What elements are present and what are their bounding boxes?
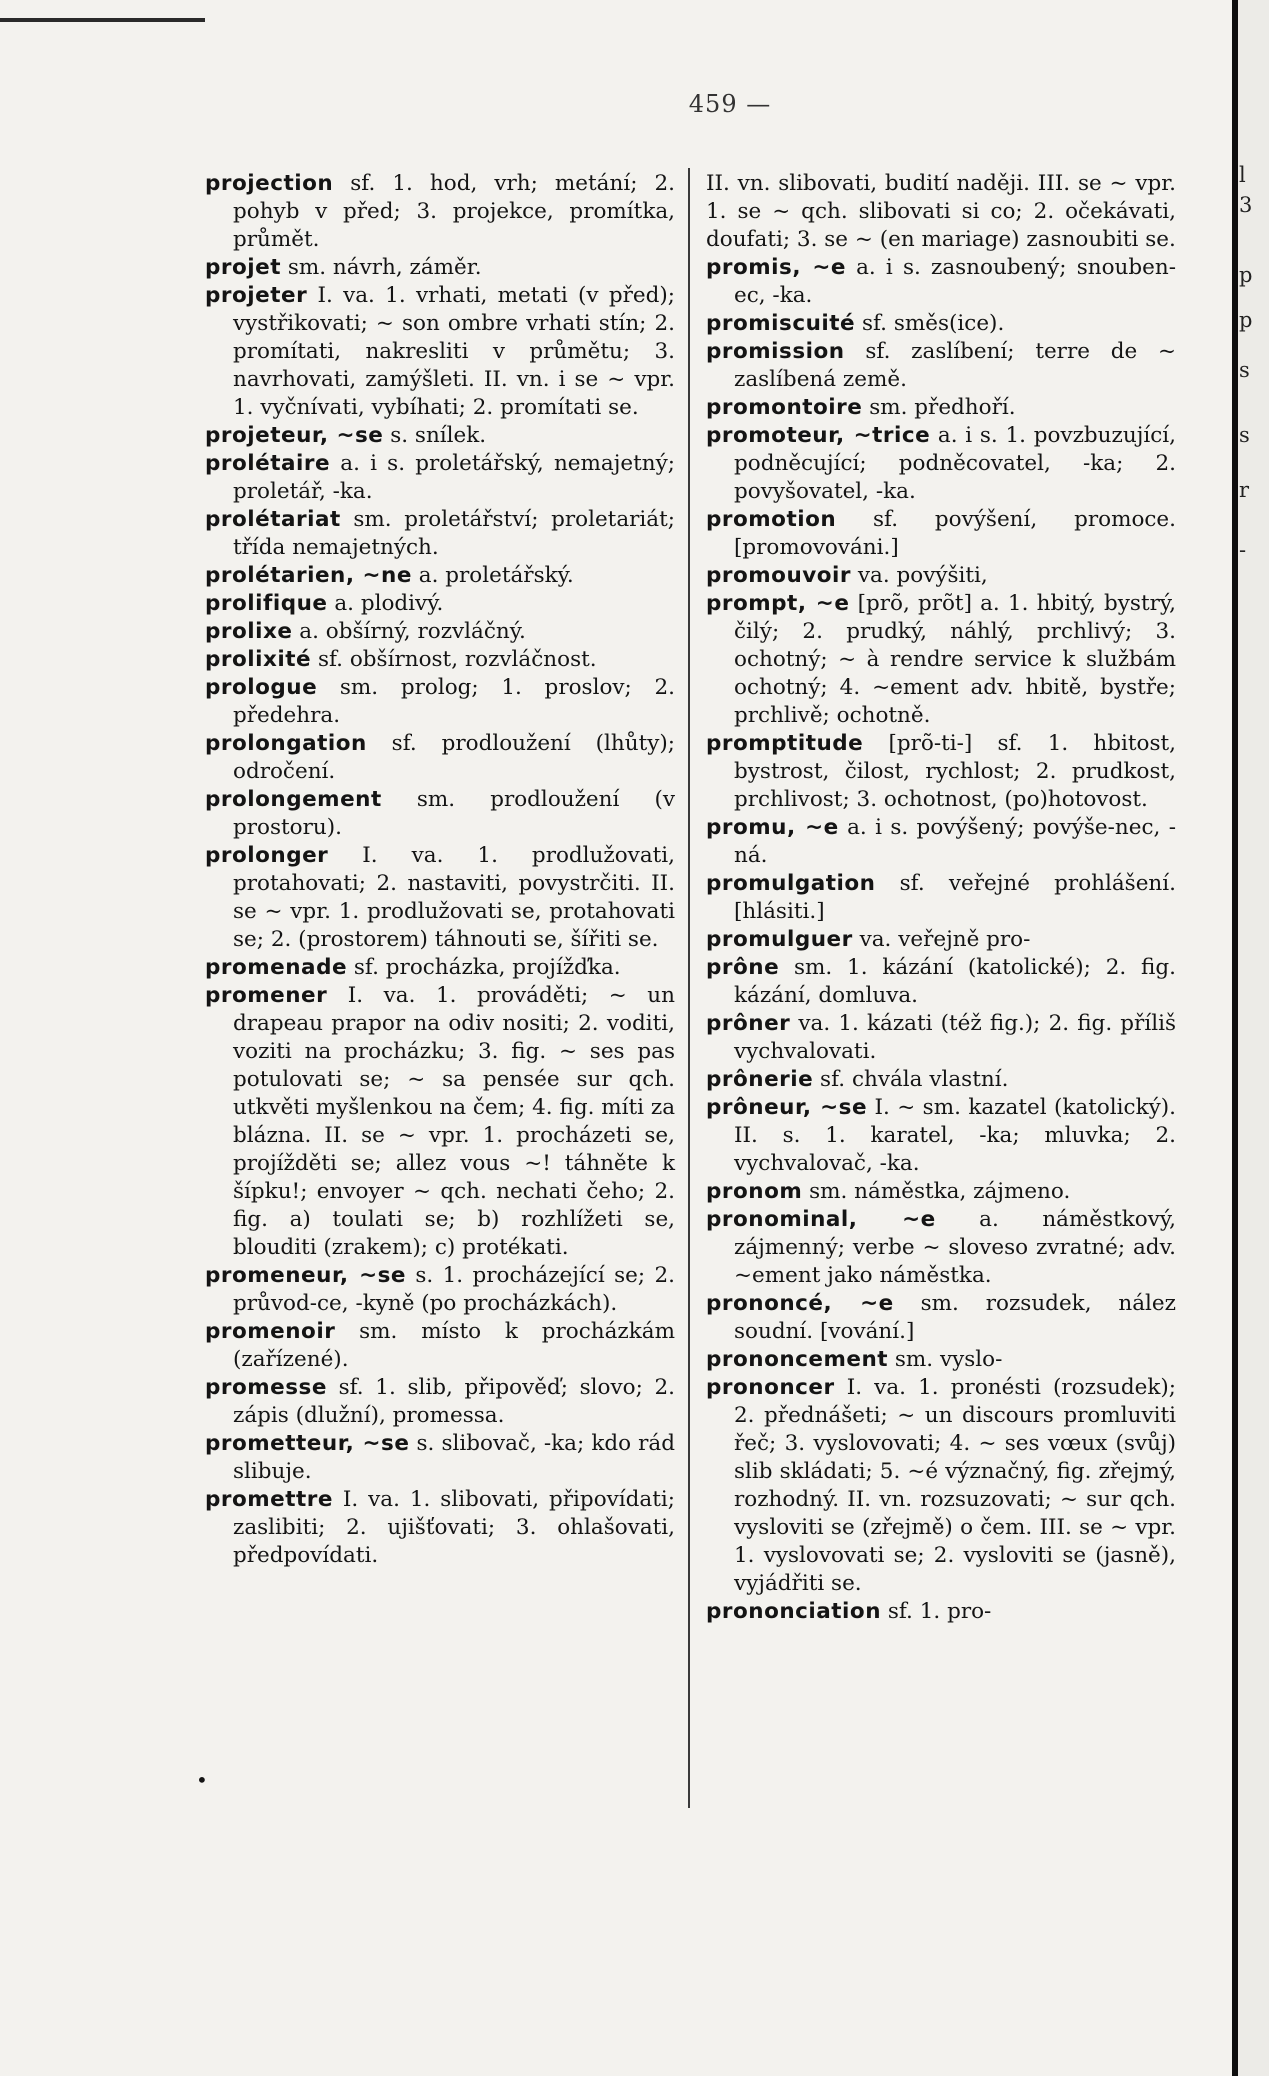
page-number: 459 — [688, 90, 772, 118]
next-page-edge [1238, 0, 1269, 2076]
entry-definition: s. 1. procházející se; 2. průvod-ce, -kyně (po procházkách). [233, 1263, 675, 1316]
dictionary-entry [706, 1206, 1176, 1290]
dictionary-entry [205, 674, 675, 730]
entry-headword: prolétariat [205, 507, 341, 532]
top-rule [0, 18, 205, 22]
dictionary-entry [205, 1374, 675, 1430]
dictionary-entry [706, 590, 1176, 730]
entry-definition: a. i s. zasnoubený; snouben-ec, -ka. [734, 255, 1176, 308]
dictionary-entry [205, 590, 675, 618]
entry-headword: promenoir [205, 1319, 336, 1344]
next-page-glyph: 3 [1239, 193, 1253, 217]
entry-definition: sm. návrh, záměr. [281, 255, 482, 280]
entry-definition: II. vn. slibovati, budití naději. III. se ~ vpr. 1. se ~ qch. slibovati si co; 2. očekávati, doufati; 3. se ~ (en mariage) zasnoubiti se. [706, 171, 1176, 252]
entry-headword: promontoire [706, 395, 863, 420]
next-page-glyph: - [1239, 538, 1247, 562]
dictionary-entry [706, 1598, 1176, 1626]
entry-definition: sm. prodloužení (v prostoru). [233, 787, 675, 840]
entry-definition: sm. proletářství; proletariát; třída nemajetných. [233, 507, 675, 560]
entry-definition: s. snílek. [383, 423, 487, 448]
dictionary-entry [205, 422, 675, 450]
dictionary-entry [205, 954, 675, 982]
entry-definition: sm. předhoří. [862, 395, 1016, 420]
entry-headword: promulguer [706, 927, 853, 952]
entry-definition: I. va. 1. pronésti (rozsudek); 2. přednášeti; ~ un discours promluviti řeč; 3. vyslovovati; 4. ~ ses vœux (svůj) slib skládati; 5. ~é význačný, fig. zřejmý, rozhodný. II. vn. rozsuzovati; ~ sur qch. vysloviti se (zřejmě) o čem. III. se ~ vpr. 1. vyslovovati se; 2. vysloviti se (jasně), vyjádřiti se. [734, 1375, 1176, 1596]
dictionary-entry [706, 1290, 1176, 1346]
dictionary-entry [706, 814, 1176, 870]
entry-definition: sf. veřejné prohlášení. [hlásiti.] [734, 871, 1176, 924]
entry-headword: promenade [205, 955, 348, 980]
entry-headword: prolixité [205, 647, 312, 672]
entry-definition: a. i s. povýšený; povýše-nec, -ná. [734, 815, 1176, 868]
entry-definition: I. va. 1. vrhati, metati (v před); vystřikovati; ~ son ombre vrhati stín; 2. promítati, nakresliti v průmětu; 3. navrhovati, zamýšleti. II. vn. i se ~ vpr. 1. vyčnívati, vybíhati; 2. promítati se. [233, 283, 675, 420]
entry-definition: [prõ-ti-] sf. 1. hbitost, bystrost, čilost, rychlost; 2. prudkost, prchlivost; 3. ochotnost, (po)hotovost. [734, 731, 1176, 812]
dictionary-entry [205, 254, 675, 282]
entry-definition: va. veřejně pro- [852, 927, 1031, 952]
entry-headword: promoteur, ~trice [706, 423, 931, 448]
entry-headword: promener [205, 983, 328, 1008]
entry-headword: projeter [205, 283, 308, 308]
dictionary-entry [205, 1430, 675, 1486]
dictionary-entry [205, 730, 675, 786]
dictionary-entry [706, 926, 1176, 954]
entry-definition: I. va. 1. prováděti; ~ un drapeau prapor na odiv nositi; 2. voditi, voziti na procházku; 3. fig. ~ ses pas potulovati se; ~ sa pensée sur qch. utkvěti myšlenkou na čem; 4. fig. míti za blázna. II. se ~ vpr. 1. procházeti se, projížděti se; allez vous ~! táhněte k šípku!; envoyer ~ qch. nechati čeho; 2. fig. a) toulati se; b) rozhlížeti se, blouditi (zrakem); c) protékati. [233, 983, 676, 1260]
entry-definition: sf. obšírnost, rozvláčnost. [311, 647, 597, 672]
entry-headword: prolongation [205, 731, 367, 756]
dictionary-entry [205, 618, 675, 646]
dictionary-entry [706, 338, 1176, 394]
entry-definition: sf. 1. hod, vrh; metání; 2. pohyb v před; 3. projekce, promítka, průmět. [233, 171, 675, 252]
dictionary-entry [706, 506, 1176, 562]
entry-definition: sf. povýšení, promoce. [promovováni.] [734, 507, 1176, 560]
dictionary-entry [205, 170, 675, 254]
dictionary-entry [706, 422, 1176, 506]
entry-headword: prometteur, ~se [205, 1431, 410, 1456]
dictionary-entry [205, 842, 675, 954]
entry-headword: prologue [205, 675, 318, 700]
dictionary-entry [706, 1346, 1176, 1374]
next-page-glyph: s [1239, 423, 1250, 447]
dictionary-entry [706, 1094, 1176, 1178]
dictionary-entry [706, 870, 1176, 926]
entry-definition: a. i s. proletářský, nemajetný; proletář, -ka. [233, 451, 675, 504]
entry-definition: a. náměstkový, zájmenný; verbe ~ sloveso zvratné; adv. ~ement jako náměstka. [734, 1207, 1177, 1288]
dictionary-entry [205, 1486, 675, 1570]
entry-headword: prolétarien, ~ne [205, 563, 412, 588]
entry-headword: prononcement [706, 1347, 889, 1372]
entry-definition: sf. procházka, projížďka. [347, 955, 621, 980]
dictionary-entry [205, 562, 675, 590]
entry-definition: s. slibovač, -ka; kdo rád slibuje. [233, 1431, 675, 1484]
entry-headword: promulgation [706, 871, 876, 896]
entry-definition: sf. směs(ice). [855, 311, 1005, 336]
right-column [706, 170, 1176, 1626]
entry-headword: promesse [205, 1375, 327, 1400]
entry-headword: promptitude [706, 731, 864, 756]
dictionary-entry [706, 1374, 1176, 1598]
dictionary-entry [706, 1010, 1176, 1066]
entry-definition: sm. místo k procházkám (zařízené). [233, 1319, 675, 1372]
dictionary-entry [205, 1262, 675, 1318]
dictionary-entry [706, 310, 1176, 338]
entry-headword: promission [706, 339, 845, 364]
entry-headword: projection [205, 171, 334, 196]
entry-headword: pronominal, ~e [706, 1207, 936, 1232]
entry-definition: sm. prolog; 1. proslov; 2. předehra. [233, 675, 675, 728]
entry-definition: sm. vyslo- [888, 1347, 1003, 1372]
next-page-glyph: l [1239, 163, 1246, 187]
dictionary-entry [706, 394, 1176, 422]
entry-definition: va. 1. kázati (též fig.); 2. fig. příliš vychvalovati. [734, 1011, 1176, 1064]
entry-headword: pronom [706, 1179, 803, 1204]
entry-definition: sf. prodloužení (lhůty); odročení. [233, 731, 675, 784]
next-page-glyph: r [1239, 478, 1250, 502]
entry-headword: promis, ~e [706, 255, 846, 280]
entry-definition: I. va. 1. prodlužovati, protahovati; 2. nastaviti, povystrčiti. II. se ~ vpr. 1. prodlužovati se, protahovati se; 2. (prostorem) táhnouti se, šířiti se. [233, 843, 675, 952]
entry-definition: a. plodivý. [327, 591, 444, 616]
entry-headword: promotion [706, 507, 837, 532]
entry-definition: sf. 1. slib, připověď; slovo; 2. zápis (dlužní), promessa. [233, 1375, 675, 1428]
entry-definition: sm. rozsudek, nález soudní. [vování.] [734, 1291, 1176, 1344]
dictionary-entry [706, 1066, 1176, 1094]
entry-definition: va. povýšiti, [851, 563, 988, 588]
entry-definition: a. i s. 1. povzbuzující, podněcující; podněcovatel, -ka; 2. povyšovatel, -ka. [734, 423, 1176, 504]
left-column [205, 170, 675, 1570]
entry-headword: prolixe [205, 619, 293, 644]
next-page-glyph: p [1239, 308, 1253, 332]
dictionary-entry [706, 954, 1176, 1010]
dictionary-entry [205, 1318, 675, 1374]
dictionary-entry [706, 730, 1176, 814]
dictionary-entry [205, 506, 675, 562]
dictionary-entry [706, 562, 1176, 590]
entry-headword: promettre [205, 1487, 333, 1512]
dictionary-entry [205, 646, 675, 674]
entry-headword: promeneur, ~se [205, 1263, 406, 1288]
next-page-glyph: s [1239, 358, 1250, 382]
dictionary-entry [706, 170, 1176, 254]
entry-headword: prolétaire [205, 451, 331, 476]
entry-definition: I. ~ sm. kazatel (katolický). II. s. 1. karatel, -ka; mluvka; 2. vychvalovač, -ka. [734, 1095, 1176, 1176]
entry-definition: sf. zaslíbení; terre de ~ zaslíbená země. [734, 339, 1176, 392]
entry-headword: promouvoir [706, 563, 852, 588]
entry-headword: prôneur, ~se [706, 1095, 868, 1120]
entry-headword: prolongement [205, 787, 382, 812]
dictionary-entry [205, 450, 675, 506]
entry-headword: promu, ~e [706, 815, 839, 840]
entry-headword: promiscuité [706, 311, 856, 336]
entry-headword: prononciation [706, 1599, 881, 1624]
entry-headword: prononcer [706, 1375, 835, 1400]
entry-headword: prône [706, 955, 780, 980]
dictionary-entry [205, 282, 675, 422]
margin-bullet: • [196, 1768, 208, 1792]
entry-definition: sm. náměstka, zájmeno. [802, 1179, 1071, 1204]
entry-headword: prononcé, ~e [706, 1291, 894, 1316]
entry-definition: sf. 1. pro- [881, 1599, 992, 1624]
dictionary-entry [205, 982, 675, 1262]
entry-definition: I. va. 1. slibovati, připovídati; zaslibiti; 2. ujišťovati; 3. ohlašovati, předpovídati. [233, 1487, 675, 1568]
entry-definition: sm. 1. kázání (katolické); 2. fig. kázání, domluva. [734, 955, 1176, 1008]
entry-definition: [prõ, prõt] a. 1. hbitý, bystrý, čilý; 2. prudký, náhlý, prchlivý; 3. ochotný; ~ à rendre service k službám ochotný; 4. ~ement adv. hbitě, bystře; prchlivě; ochotně. [734, 591, 1176, 728]
entry-headword: prônerie [706, 1067, 814, 1092]
entry-definition: a. proletářský. [411, 563, 574, 588]
next-page-glyph: p [1239, 263, 1253, 287]
entry-headword: prolonger [205, 843, 329, 868]
dictionary-entry [205, 786, 675, 842]
dictionary-entry [706, 254, 1176, 310]
entry-headword: projeteur, ~se [205, 423, 384, 448]
column-divider [688, 168, 690, 1808]
entry-headword: projet [205, 255, 281, 280]
entry-headword: prompt, ~e [706, 591, 850, 616]
entry-definition: sf. chvála vlastní. [813, 1067, 1009, 1092]
dictionary-entry [706, 1178, 1176, 1206]
entry-headword: prolifique [205, 591, 328, 616]
entry-headword: prôner [706, 1011, 791, 1036]
entry-definition: a. obšírný, rozvláčný. [292, 619, 526, 644]
